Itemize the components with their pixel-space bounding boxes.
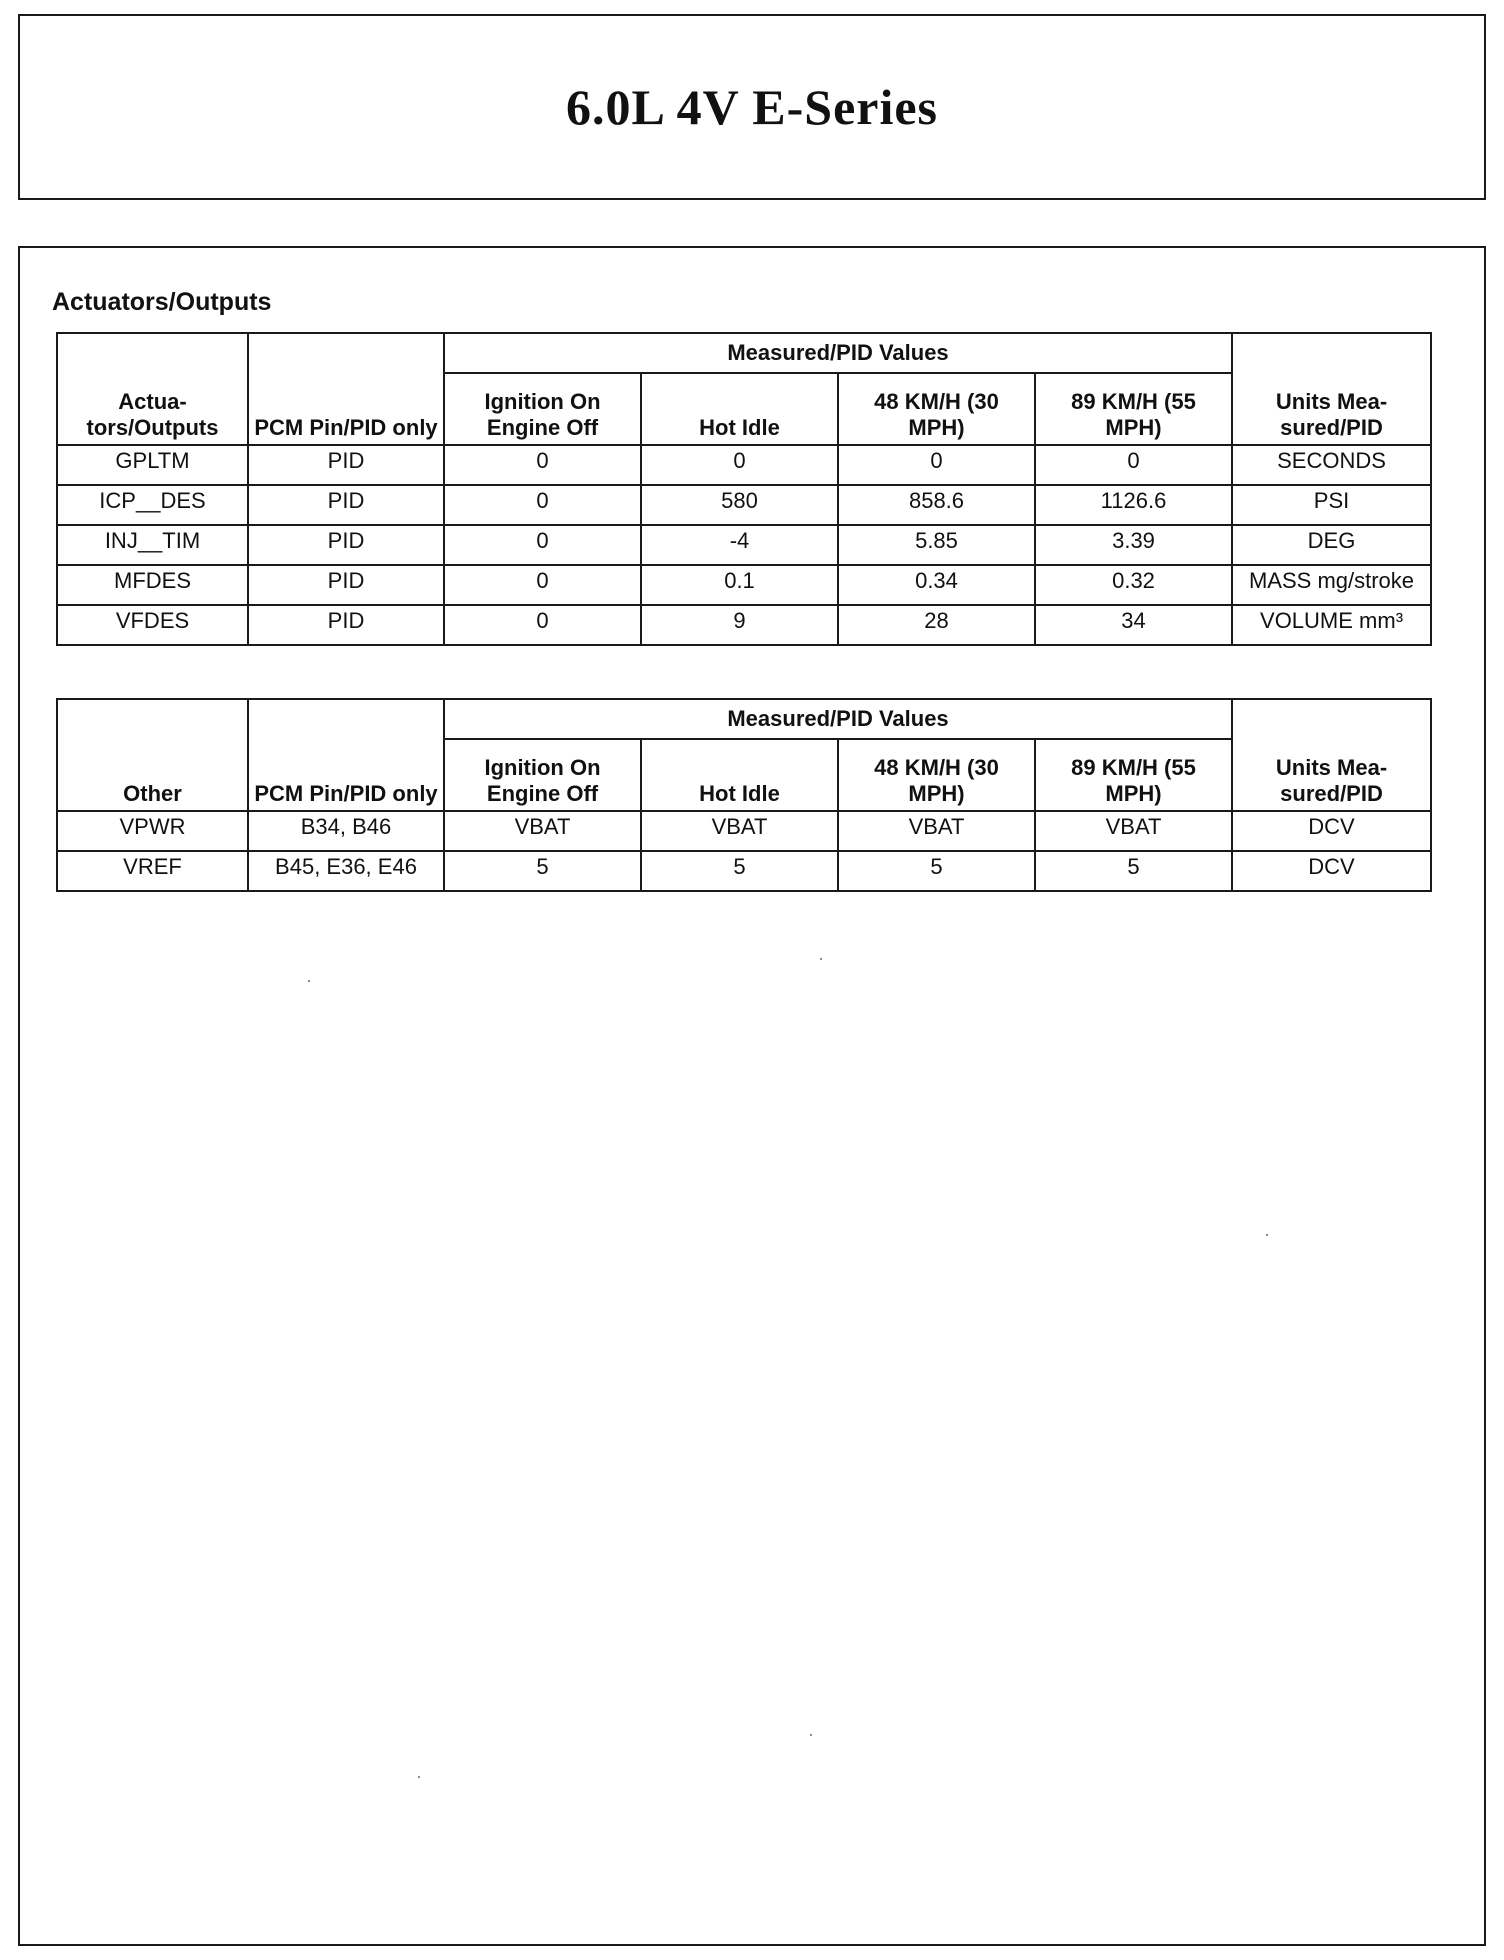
cell-48kmh: 0.34 [838, 565, 1035, 605]
group-header-measured: Measured/PID Values [444, 333, 1232, 373]
col-header-units: Units Measured/PID [1232, 699, 1431, 811]
col-header-ignition-on: Ignition On Engine Off [444, 373, 641, 445]
cell-48kmh: 858.6 [838, 485, 1035, 525]
cell-ignition-on: VBAT [444, 811, 641, 851]
cell-name: ICP__DES [57, 485, 248, 525]
table-row [57, 445, 1431, 485]
cell-ignition-on: 0 [444, 525, 641, 565]
section-heading: Actuators/Outputs [52, 288, 272, 316]
cell-89kmh: VBAT [1035, 811, 1232, 851]
cell-name: VPWR [57, 811, 248, 851]
cell-name: MFDES [57, 565, 248, 605]
cell-hot-idle: 0 [641, 445, 838, 485]
cell-units: DCV [1232, 811, 1431, 851]
col-header-pcm-pin: PCM Pin/PID only [248, 333, 444, 445]
scan-speck [820, 958, 822, 960]
col-header-hot-idle: Hot Idle [641, 739, 838, 811]
cell-name: INJ__TIM [57, 525, 248, 565]
col-header-48kmh: 48 KM/H (30 MPH) [838, 739, 1035, 811]
cell-hot-idle: VBAT [641, 811, 838, 851]
cell-89kmh: 3.39 [1035, 525, 1232, 565]
table-row [57, 811, 1431, 851]
cell-ignition-on: 5 [444, 851, 641, 891]
table-row [57, 525, 1431, 565]
cell-name: VFDES [57, 605, 248, 645]
cell-hot-idle: 5 [641, 851, 838, 891]
group-header-measured: Measured/PID Values [444, 699, 1232, 739]
cell-hot-idle: 580 [641, 485, 838, 525]
cell-89kmh: 5 [1035, 851, 1232, 891]
scan-speck [308, 980, 310, 982]
col-header-other: Other [57, 699, 248, 811]
col-header-pcm-pin: PCM Pin/PID only [248, 699, 444, 811]
cell-pin: PID [248, 525, 444, 565]
cell-pin: PID [248, 565, 444, 605]
cell-units: PSI [1232, 485, 1431, 525]
cell-89kmh: 1126.6 [1035, 485, 1232, 525]
cell-pin: PID [248, 605, 444, 645]
title-box [18, 14, 1486, 200]
cell-units: MASS mg/stroke [1232, 565, 1431, 605]
col-header-48kmh: 48 KM/H (30 MPH) [838, 373, 1035, 445]
cell-pin: B45, E36, E46 [248, 851, 444, 891]
cell-ignition-on: 0 [444, 485, 641, 525]
content-box [18, 246, 1486, 1946]
cell-units: VOLUME mm³ [1232, 605, 1431, 645]
cell-89kmh: 0 [1035, 445, 1232, 485]
table-row [57, 485, 1431, 525]
col-header-89kmh: 89 KM/H (55 MPH) [1035, 373, 1232, 445]
cell-48kmh: VBAT [838, 811, 1035, 851]
cell-name: GPLTM [57, 445, 248, 485]
cell-ignition-on: 0 [444, 605, 641, 645]
cell-hot-idle: 9 [641, 605, 838, 645]
col-header-units: Units Measured/PID [1232, 333, 1431, 445]
cell-ignition-on: 0 [444, 445, 641, 485]
scan-speck [810, 1734, 812, 1736]
cell-pin: PID [248, 485, 444, 525]
col-header-89kmh: 89 KM/H (55 MPH) [1035, 739, 1232, 811]
cell-hot-idle: -4 [641, 525, 838, 565]
cell-89kmh: 0.32 [1035, 565, 1232, 605]
col-header-hot-idle: Hot Idle [641, 373, 838, 445]
table-row [57, 851, 1431, 891]
other-table [56, 698, 1432, 892]
col-header-actuators: Actuators/Outputs [57, 333, 248, 445]
cell-hot-idle: 0.1 [641, 565, 838, 605]
scan-speck [418, 1776, 420, 1778]
cell-48kmh: 5.85 [838, 525, 1035, 565]
cell-name: VREF [57, 851, 248, 891]
col-header-ignition-on: Ignition On Engine Off [444, 739, 641, 811]
cell-89kmh: 34 [1035, 605, 1232, 645]
cell-units: DCV [1232, 851, 1431, 891]
cell-48kmh: 28 [838, 605, 1035, 645]
table-row [57, 605, 1431, 645]
page-title: 6.0L 4V E-Series [565, 79, 939, 135]
cell-pin: B34, B46 [248, 811, 444, 851]
actuators-table [56, 332, 1432, 646]
cell-48kmh: 5 [838, 851, 1035, 891]
cell-48kmh: 0 [838, 445, 1035, 485]
cell-units: DEG [1232, 525, 1431, 565]
cell-units: SECONDS [1232, 445, 1431, 485]
cell-pin: PID [248, 445, 444, 485]
scan-speck [1266, 1234, 1268, 1236]
table-row [57, 565, 1431, 605]
cell-ignition-on: 0 [444, 565, 641, 605]
